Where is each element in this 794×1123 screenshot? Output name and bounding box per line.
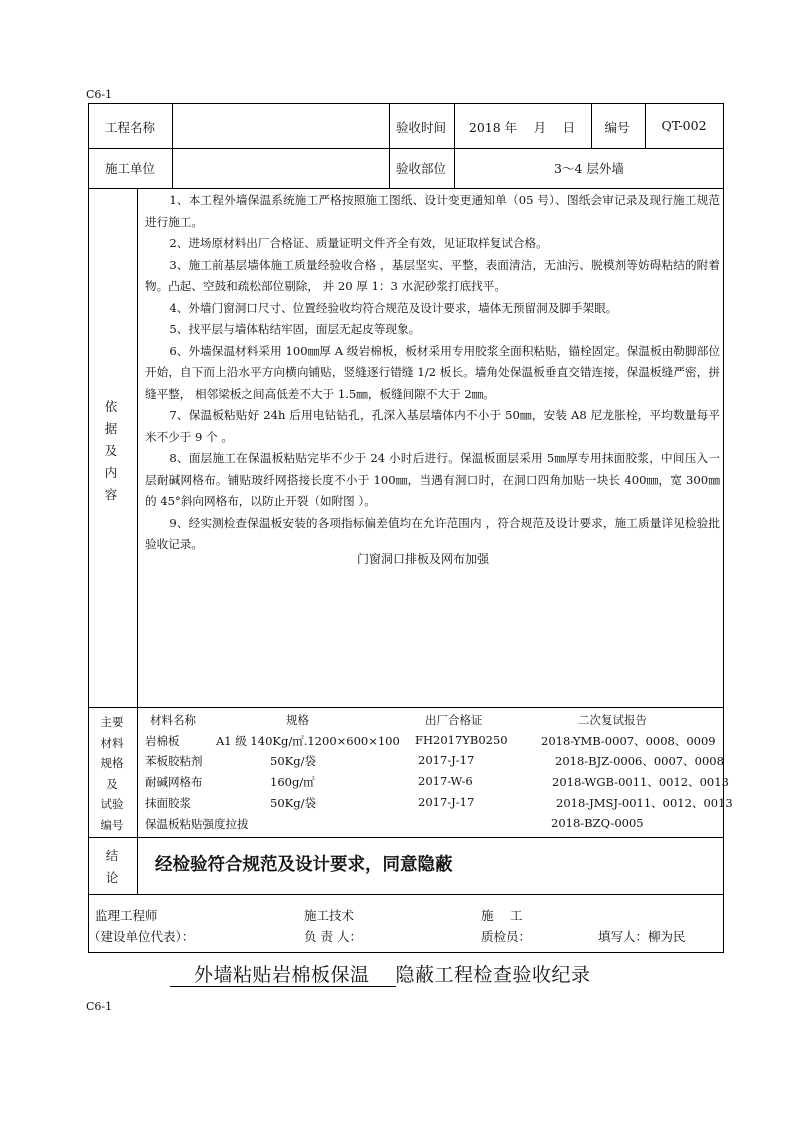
construction-label: 施 工: [481, 908, 523, 923]
tech-sub-label: 负 责 人：: [304, 929, 362, 944]
basis-paragraph-6: 6、外墙保温材料采用 100㎜厚 A 级岩棉板，板材采用专用胶浆全面积粘贴，锚栓固定。保温板由勒脚部位开始，自下而上沿水平方向横向铺贴，竖缝逐行错缝 1/2 板长。墙角处保温板垂直交错连接，保温板缝严密，拼缝平整， 相邻梁板之间高低差不大于 1.5㎜，板缝间隙不大于 2㎜。: [145, 343, 720, 401]
material-spec: 50Kg/袋: [270, 754, 316, 768]
material-retest: 2018-BZQ-0005: [551, 816, 644, 830]
acceptance-part-value: 3～4 层外墙: [554, 161, 624, 176]
material-name: 抹面胶浆: [145, 796, 191, 810]
figure-caption: 门窗洞口排板及网布加强: [357, 552, 490, 566]
material-retest: 2018-YMB-0007、0008、0009: [541, 734, 716, 748]
acceptance-time-value: 2018 年 月 日: [468, 120, 576, 135]
material-name: 耐碱网格布: [145, 775, 203, 789]
basis-paragraph-9: 9、经实测检查保温板安装的各项指标偏差值均在允许范围内 ，符合规范及设计要求，施工质量详见检验批验收记录。: [145, 515, 720, 551]
material-spec: A1 级 140Kg/㎡.1200×600×100: [216, 734, 400, 748]
material-spec: 160g/㎡: [270, 775, 315, 789]
basis-content: [145, 190, 720, 556]
materials-header-spec: 规格: [286, 713, 309, 727]
project-name-label: 工程名称: [104, 120, 155, 135]
basis-paragraph-1: 1、本工程外墙保温系统施工严格按照施工图纸、设计变更通知单（05 号）、图纸会审记录及现行施工规范进行施工。: [145, 193, 720, 229]
supervisor-sub-label: （建设单位代表）：: [88, 929, 195, 944]
number-label: 编号: [604, 120, 630, 135]
material-retest: 2018-BJZ-0006、0007、0008: [555, 754, 724, 768]
basis-paragraph-3: 3、施工前基层墙体施工质量经验收合格 ，基层坚实、平整，表面清洁，无油污、脱模剂等妨碍粘结的附着物。凸起、空鼓和疏松部位剔除， 并 20 厚 1：3 水泥砂浆打底找平。: [145, 257, 720, 293]
material-certificate: FH2017YB0250: [415, 733, 508, 747]
acceptance-part-label: 验收部位: [395, 161, 446, 176]
number-value: QT-002: [661, 118, 707, 133]
material-spec: 50Kg/袋: [270, 796, 316, 810]
construction-unit-label: 施工单位: [104, 161, 155, 176]
conclusion-text: 经检验符合规范及设计要求，同意隐蔽: [155, 855, 453, 875]
materials-header-certificate: 出厂合格证: [425, 713, 483, 727]
material-certificate: 2017-J-17: [418, 795, 475, 809]
basis-paragraph-2: 2、进场原材料出厂合格证、质量证明文件齐全有效，见证取样复试合格。: [169, 236, 548, 250]
materials-header-name: 材料名称: [150, 713, 196, 727]
acceptance-time-label: 验收时间: [395, 120, 446, 135]
conclusion-label: 结 论: [105, 848, 119, 885]
basis-label: 依 据 及 内 容: [104, 399, 118, 502]
material-retest: 2018-JMSJ-0011、0012、0013: [556, 796, 733, 810]
title-project-part: 外墙粘贴岩棉板保温: [170, 964, 384, 987]
basis-paragraph-7: 7、保温板粘贴好 24h 后用电钻钻孔，孔深入基层墙体内不小于 50㎜，安装 A8 尼龙胀栓，平均数量每平米不少于 9 个 。: [145, 408, 720, 444]
material-certificate: 2017-W-6: [418, 774, 473, 788]
filler-label: 填写人：柳为民: [598, 929, 686, 944]
tech-label: 施工技术: [304, 908, 355, 923]
material-name: 苯板胶粘剂: [145, 754, 203, 768]
supervisor-label: 监理工程师: [95, 908, 158, 923]
material-name: 保温板粘贴强度拉拔: [145, 817, 249, 831]
material-retest: 2018-WGB-0011、0012、0013: [552, 775, 729, 789]
materials-header-retest: 二次复试报告: [578, 713, 647, 727]
material-name: 岩棉板: [145, 734, 180, 748]
basis-paragraph-8: 8、面层施工在保温板粘贴完毕不少于 24 小时后进行。保温板面层采用 5㎜厚专用抹面胶浆，中间压入一层耐碱网格布。铺贴玻纤网搭接长度不小于 100㎜，当遇有洞口时，在洞口四角加贴一块长 400㎜，宽 300㎜的 45°斜向网格布，以防止开裂（如附图 ）。: [145, 451, 720, 508]
page-title: [170, 960, 591, 987]
materials-label: 主要 材料 规格 及 试验 编号: [100, 715, 124, 832]
inspector-label: 质检员：: [481, 929, 532, 944]
basis-paragraph-5: 5、找平层与墙体粘结牢固，面层无起皮等现象。: [169, 322, 421, 336]
material-certificate: 2017-J-17: [418, 753, 475, 767]
form-code-top: C6-1: [86, 88, 113, 101]
form-code-bottom: C6-1: [86, 1000, 113, 1013]
title-record-part: 隐蔽工程检查验收纪录: [395, 964, 591, 986]
basis-paragraph-4: 4、外墙门窗洞口尺寸、位置经验收均符合规范及设计要求，墙体无预留洞及脚手架眼。: [169, 300, 618, 315]
